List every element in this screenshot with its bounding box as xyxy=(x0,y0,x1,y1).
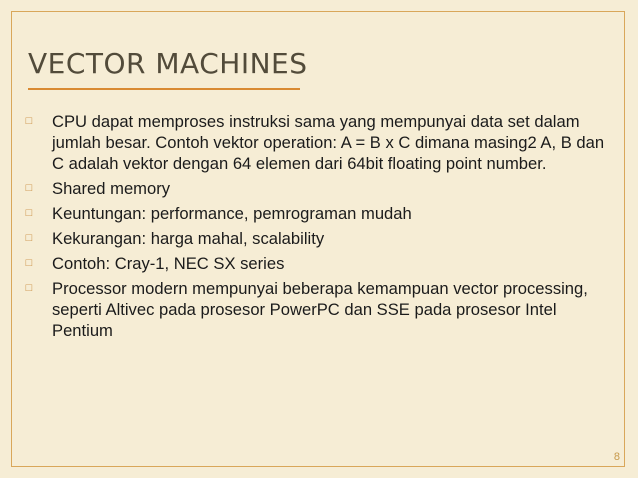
page-number: 8 xyxy=(613,451,620,463)
title-underline xyxy=(28,88,300,90)
bullet-item xyxy=(22,228,612,249)
bullet-text: Processor modern mempunyai beberapa kemampuan vector processing, seperti Altivec pada prosesor PowerPC dan SSE pada prosesor Intel Pentium xyxy=(52,279,588,340)
bullet-text: Contoh: Cray-1, NEC SX series xyxy=(52,254,285,273)
square-bullet-icon: □ xyxy=(25,232,33,244)
bullet-item xyxy=(22,203,612,224)
bullet-item xyxy=(22,278,612,341)
bullet-text: Kekurangan: harga mahal, scalability xyxy=(52,229,325,248)
bullet-list xyxy=(22,111,612,345)
square-bullet-icon: □ xyxy=(25,207,33,219)
bullet-text: CPU dapat memproses instruksi sama yang mempunyai data set dalam jumlah besar. Contoh vektor operation: A = B x C dimana masing2 A, B dan C adalah vektor dengan 64 elemen dari 64bit floating point number. xyxy=(52,112,605,173)
bullet-text: Keuntungan: performance, pemrograman mudah xyxy=(52,204,412,223)
bullet-text: Shared memory xyxy=(52,179,171,198)
square-bullet-icon: □ xyxy=(25,257,33,269)
square-bullet-icon: □ xyxy=(25,115,33,127)
bullet-item xyxy=(22,253,612,274)
bullet-item xyxy=(22,111,612,174)
square-bullet-icon: □ xyxy=(25,282,33,294)
square-bullet-icon: □ xyxy=(25,182,33,194)
bullet-item xyxy=(22,178,612,199)
slide-title: VECTOR MACHINES xyxy=(28,47,308,80)
